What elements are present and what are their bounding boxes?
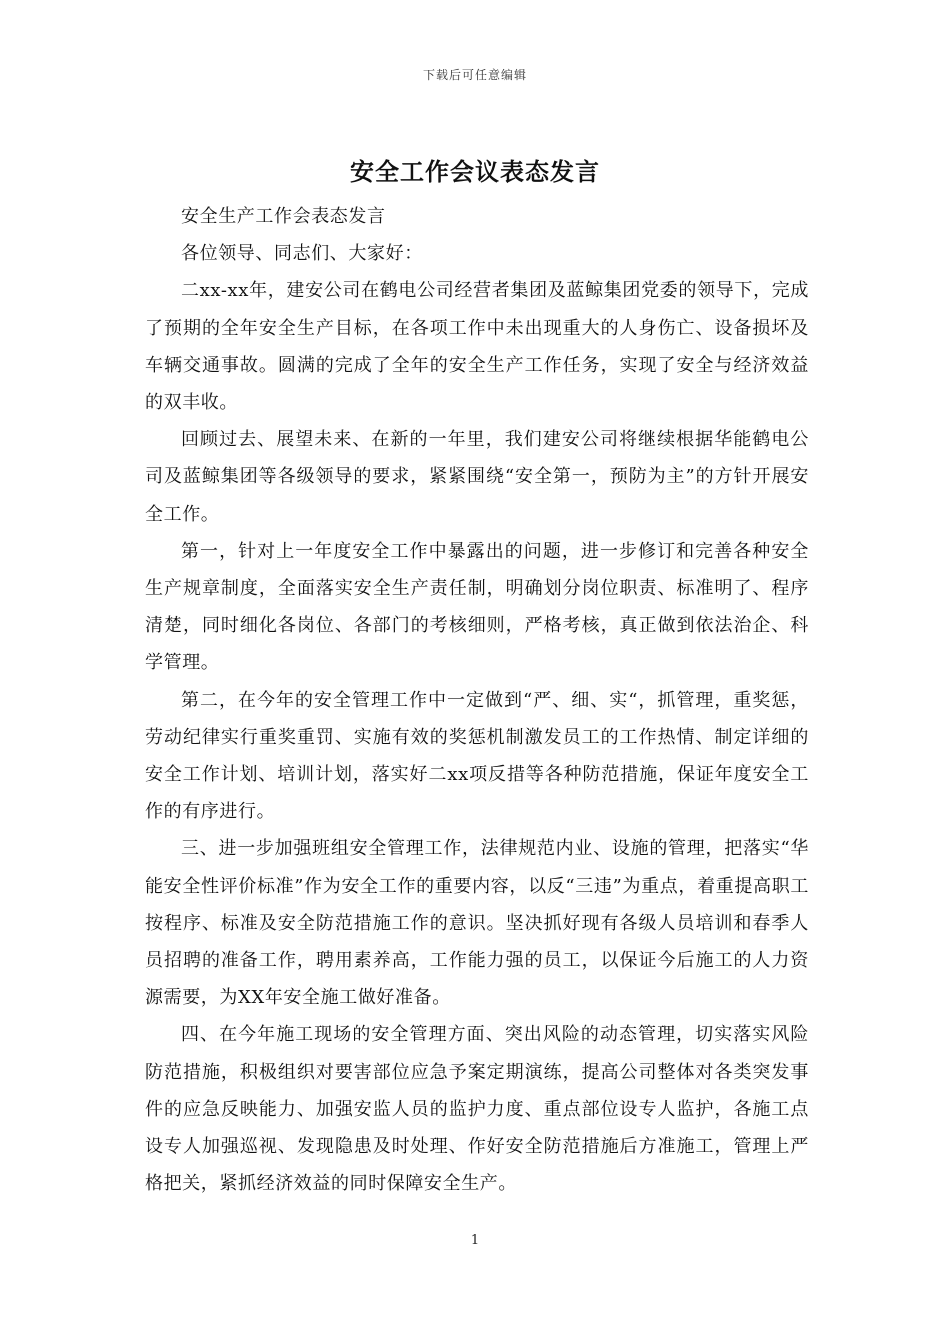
page-number: 1 <box>470 1233 480 1248</box>
paragraph-point-1: 第一，针对上一年度安全工作中暴露出的问题，进一步修订和完善各种安全生产规章制度，全面落实安全生产责任制，明确划分岗位职责、标准明了、程序清楚，同时细化各岗位、各部门的考核细则，严格考核，真正做到依法治企、科学管理。 <box>145 540 809 674</box>
document-body <box>145 198 809 1202</box>
paragraph-greeting: 各位领导、同志们、大家好： <box>181 243 423 265</box>
paragraph-summary: 二xx-xx年，建安公司在鹤电公司经营者集团及蓝鲸集团党委的领导下，完成了预期的全年安全生产目标，在各项工作中未出现重大的人身伤亡、设备损坏及车辆交通事故。圆满的完成了全年的安全生产工作任务，实现了安全与经济效益的双丰收。 <box>145 280 809 414</box>
paragraph-outlook: 回顾过去、展望未来、在新的一年里，我们建安公司将继续根据华能鹤电公司及蓝鲸集团等各级领导的要求，紧紧围绕“安全第一，预防为主”的方针开展安全工作。 <box>145 429 809 525</box>
document-title: 安全工作会议表态发言 <box>350 157 600 186</box>
paragraph-subtitle: 安全生产工作会表态发言 <box>181 206 386 227</box>
header-note: 下载后可任意编辑 <box>422 68 527 82</box>
paragraph-point-4: 四、在今年施工现场的安全管理方面、突出风险的动态管理，切实落实风险防范措施，积极组织对要害部位应急予案定期演练，提高公司整体对各类突发事件的应急反映能力、加强安监人员的监护力度、重点部位设专人监护，各施工点设专人加强巡视、发现隐患及时处理、作好安全防范措施后方准施工，管理上严格把关，紧抓经济效益的同时保障安全生产。 <box>145 1024 809 1195</box>
paragraph-point-3: 三、进一步加强班组安全管理工作，法律规范内业、设施的管理，把落实“华能安全性评价标准”作为安全工作的重要内容，以反“三违”为重点，着重提高职工按程序、标准及安全防范措施工作的意识。坚决抓好现有各级人员培训和春季人员招聘的准备工作，聘用素养高，工作能力强的员工，以保证今后施工的人力资源需要，为XX年安全施工做好准备。 <box>145 838 809 1009</box>
paragraph-point-2: 第二，在今年的安全管理工作中一定做到“严、细、实“，抓管理，重奖惩，劳动纪律实行重奖重罚、实施有效的奖惩机制激发员工的工作热情、制定详细的安全工作计划、培训计划，落实好二xx项反措等各种防范措施，保证年度安全工作的有序进行。 <box>145 689 809 823</box>
